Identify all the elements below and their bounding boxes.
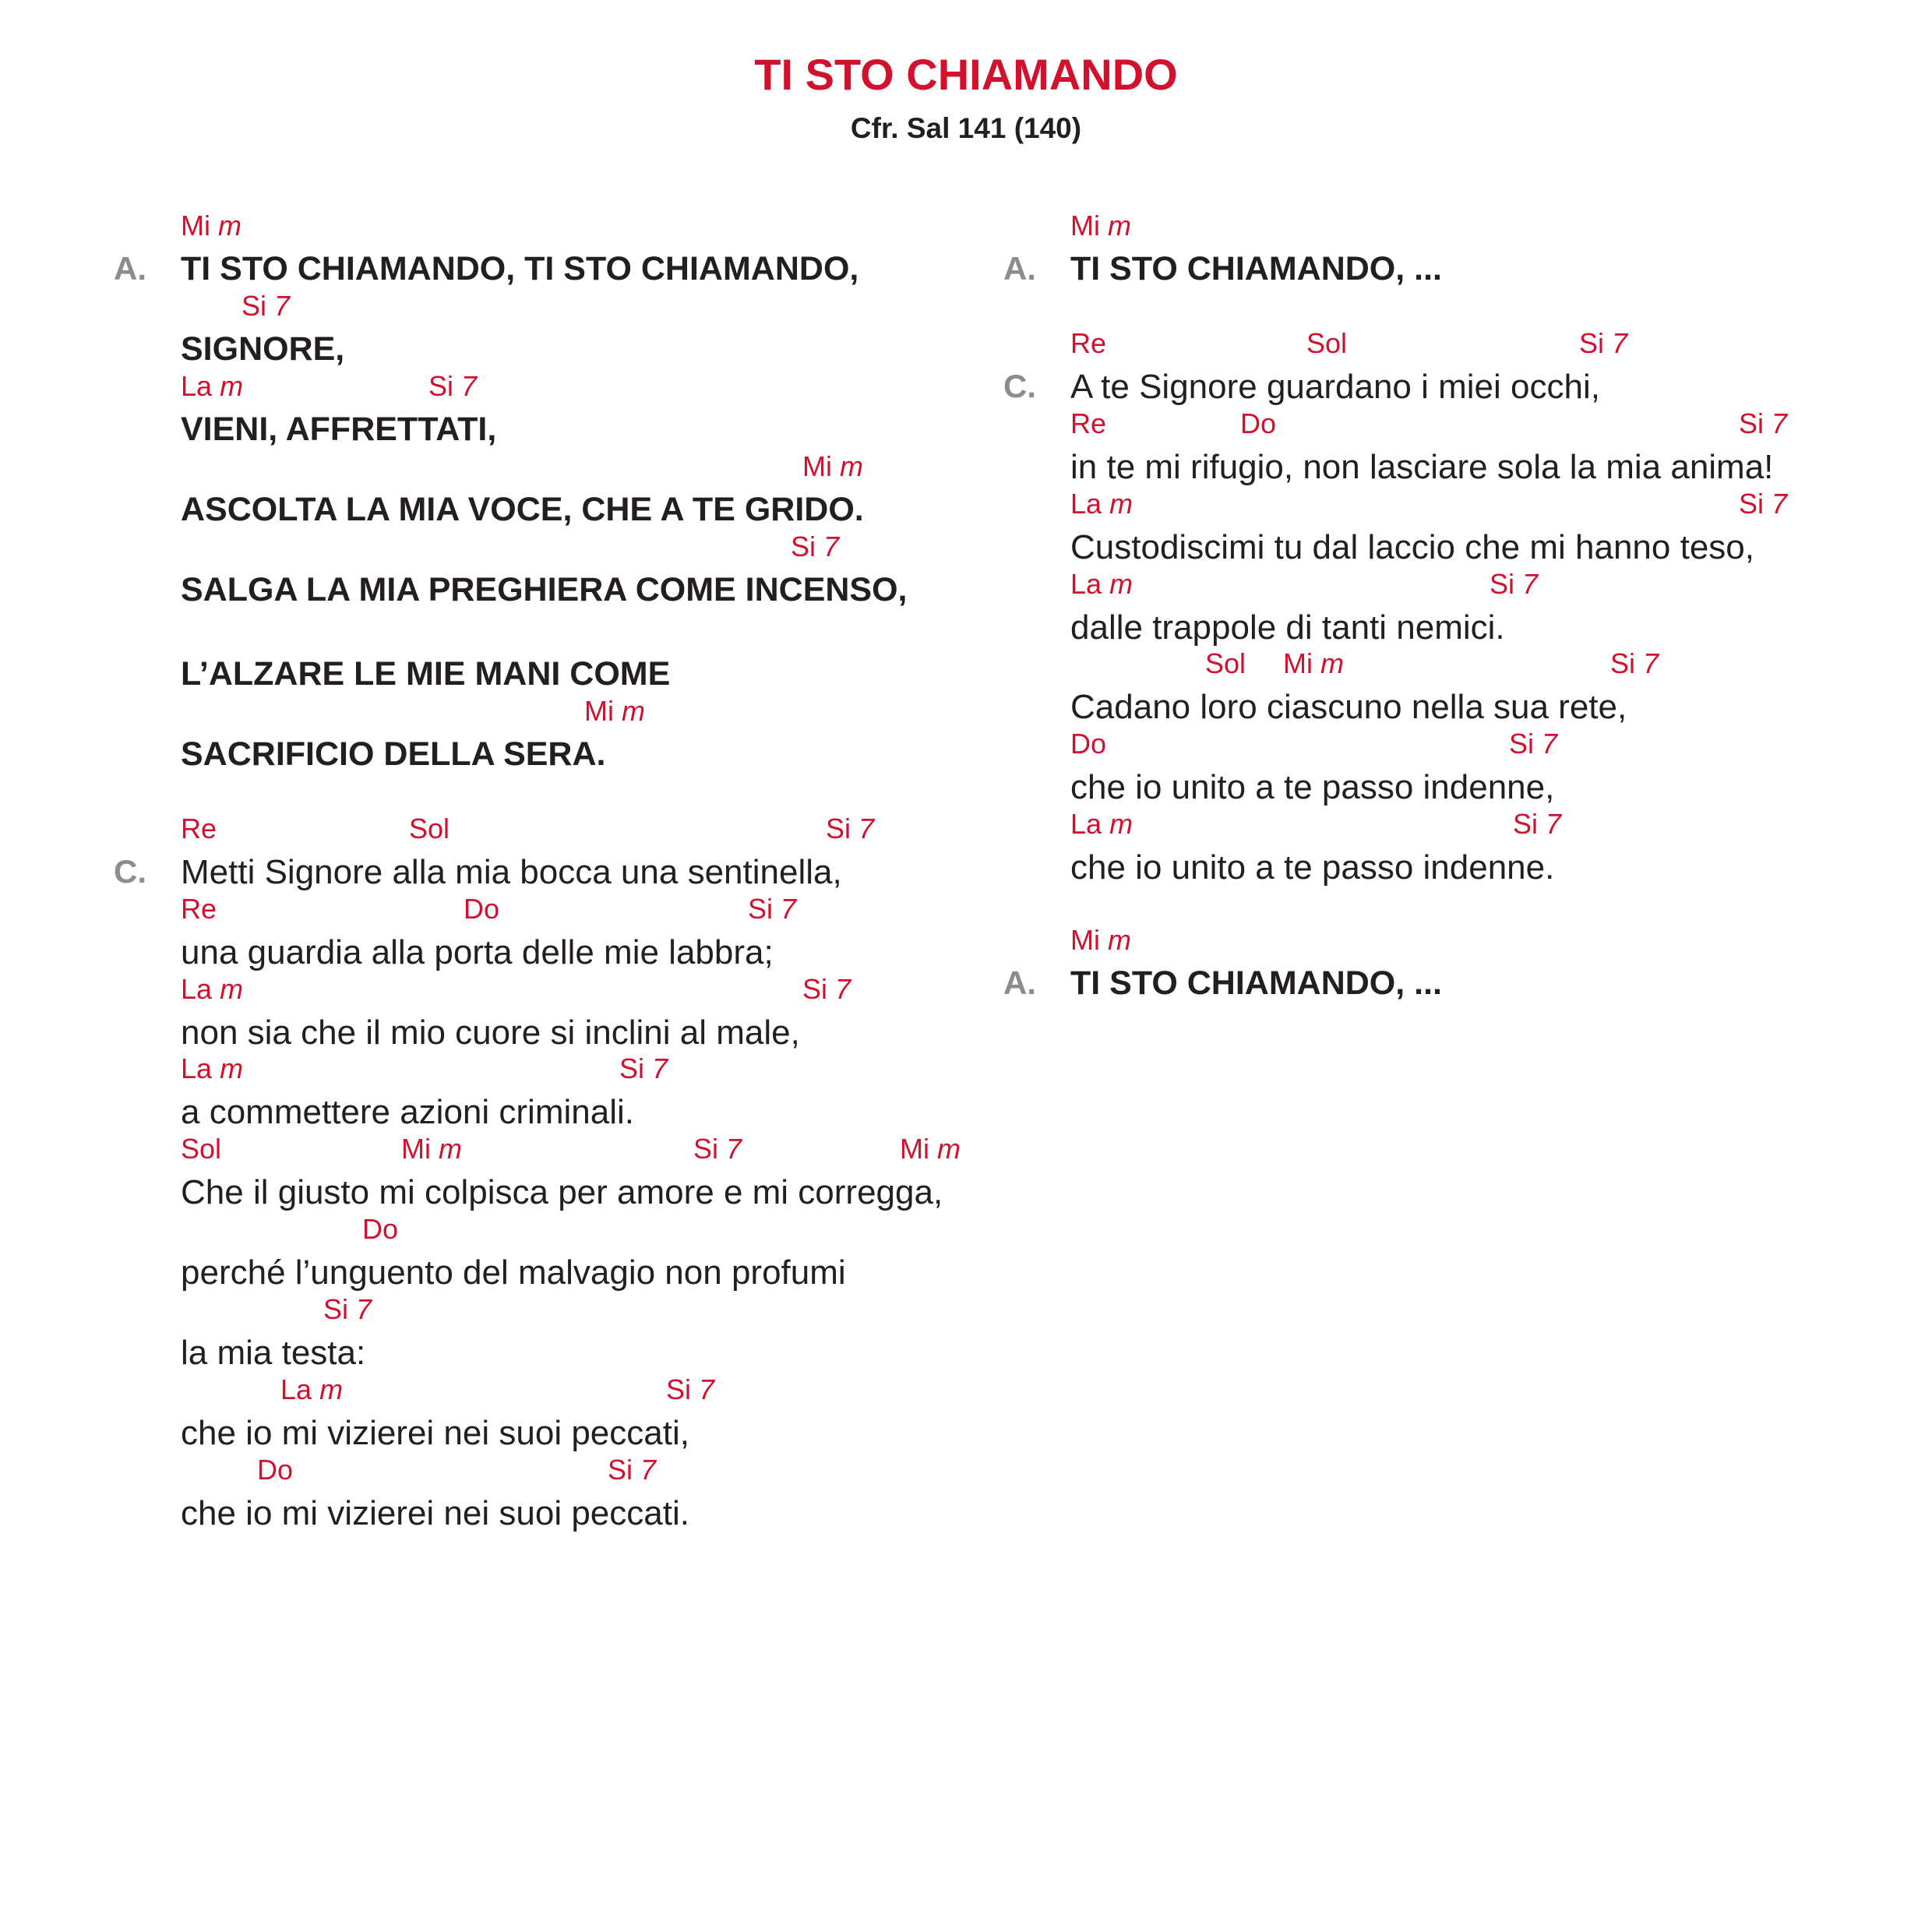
section-label: A. [1003,964,1036,1001]
chord-quality: m [1108,210,1132,242]
lyric-line: A te Signore guardano i miei occhi, [1070,368,1600,406]
lyric-line: che io mi vizierei nei suoi peccati, [181,1414,689,1452]
chord-label [584,697,645,725]
chord-label [1579,327,1628,359]
chord-root: Si [242,290,267,322]
lyric-line: a commettere azioni criminali. [181,1093,634,1131]
chord-label [748,895,796,923]
chord-root: Sol [1306,327,1348,359]
chord-quality: m [319,1373,344,1405]
chord-label [181,1135,221,1163]
chord-label [1283,647,1345,679]
chord-root: Si [666,1373,692,1405]
lyric-line: che io unito a te passo indenne. [1070,848,1555,887]
chord-label [1240,407,1277,439]
chord-quality: 7 [1546,808,1562,840]
chord-root: La [1070,808,1102,840]
chord-quality: m [622,695,646,727]
lyric-line: TI STO CHIAMANDO, ... [1070,250,1442,287]
chord-root: Do [1070,728,1107,760]
chord-label [1509,730,1557,758]
chord-root: Si [826,813,851,844]
chord-quality: m [937,1133,961,1165]
chord-label [1513,810,1561,838]
chord-quality: 7 [1772,488,1788,520]
chord-quality: 7 [356,1293,372,1325]
chord-root: Si [323,1293,349,1325]
section-label: C. [1003,368,1036,404]
chord-root: Si [693,1133,719,1165]
chord-quality: m [1109,488,1133,520]
chord-quality: 7 [858,813,875,844]
chord-root: La [1070,488,1102,520]
chord-root: Do [362,1213,399,1245]
lyric-line: TI STO CHIAMANDO, TI STO CHIAMANDO, [181,250,859,287]
chord-quality: m [439,1133,463,1165]
chord-root: Si [1579,327,1605,359]
song-title: TI STO CHIAMANDO [754,50,1178,99]
chord-root: La [181,1052,213,1084]
psalm-reference: Cfr. Sal 141 (140) [850,112,1082,144]
chord-quality: m [220,370,244,402]
chord-quality: m [218,210,242,242]
chord-label [791,533,839,561]
chord-quality: 7 [1612,327,1628,359]
chord-root: Re [181,893,217,925]
chord-root: Si [1490,568,1515,600]
chord-quality: 7 [781,893,797,925]
lyric-line: Custodiscimi tu dal laccio che mi hanno teso, [1070,528,1754,566]
chord-label [464,895,499,923]
chord-label [1070,407,1107,439]
chord-label [693,1135,742,1163]
chord-root: Si [802,973,828,1005]
chord-label [181,815,217,843]
chord-root: Si [608,1454,633,1486]
section-label: A. [114,250,146,287]
chord-label [1610,647,1659,679]
chord-label [181,212,242,240]
chord-label [826,815,874,843]
lyric-line: che io mi vizierei nei suoi peccati. [181,1494,689,1532]
chord-root: Si [1610,647,1636,679]
lyric-line: Cadano loro ciascuno nella sua rete, [1070,688,1627,726]
chord-label [181,895,217,923]
lyric-line: TI STO CHIAMANDO, ... [1070,964,1442,1002]
lyric-line: ASCOLTA LA MIA VOCE, CHE A TE GRIDO. [181,491,864,528]
chord-quality: 7 [1522,568,1539,600]
chord-quality: 7 [640,1454,657,1486]
chord-root: Si [1739,488,1765,520]
chord-root: Do [257,1454,294,1486]
chord-label [1070,730,1106,758]
chord-root: La [280,1373,312,1405]
lyric-line: Metti Signore alla mia bocca una sentinella, [181,853,842,891]
chord-root: La [1070,568,1102,600]
chord-label [257,1456,293,1484]
chord-label [323,1293,372,1325]
chord-label [1205,647,1246,679]
chord-quality: 7 [823,531,840,562]
chord-root: Mi [802,450,832,482]
chord-root: Mi [1283,647,1313,679]
chord-label [1070,327,1107,359]
chord-label [1739,407,1788,439]
chord-quality: 7 [1772,407,1788,439]
chord-quality: m [220,1052,244,1084]
chord-label [181,975,243,1003]
chord-quality: 7 [274,290,291,322]
chord-root: Si [1509,728,1535,760]
lyric-line: Che il giusto mi colpisca per amore e mi corregga, [181,1173,943,1211]
chord-root: La [181,973,213,1005]
chord-root: Si [1513,808,1539,840]
lyric-line: in te mi rifugio, non lasciare sola la mia anima! [1070,448,1774,486]
chord-quality: m [1108,924,1132,956]
chord-label [362,1215,398,1243]
chord-root: Si [748,893,774,925]
lyric-line: dalle trappole di tanti nemici. [1070,608,1505,647]
lyric-line: SACRIFICIO DELLA SERA. [181,735,606,773]
chord-label [802,975,851,1003]
chord-quality: m [220,973,244,1005]
chord-label [1739,490,1787,518]
chord-label [280,1373,344,1405]
chord-root: Sol [181,1133,222,1165]
section-label: A. [1003,250,1036,287]
chord-label [1070,926,1131,954]
lyric-line: la mia testa: [181,1334,366,1372]
chord-root: Sol [409,813,450,844]
chord-quality: 7 [726,1133,742,1165]
lyric-line: che io unito a te passo indenne, [1070,768,1555,806]
chord-root: Re [1070,407,1107,439]
chord-root: La [181,370,213,402]
chord-root: Si [428,370,454,402]
chord-root: Do [1240,407,1277,439]
lyric-line: VIENI, AFFRETTATI, [181,411,497,448]
chord-root: Mi [900,1133,929,1165]
chord-label [181,372,243,400]
chord-label [608,1456,656,1484]
chord-label [428,372,477,400]
chord-root: Mi [401,1133,431,1165]
chord-label [1070,570,1133,598]
chord-root: Re [181,813,217,844]
chord-label [1070,810,1133,838]
chord-label [1070,490,1133,518]
chord-quality: m [1109,808,1133,840]
chord-root: Mi [1070,210,1100,242]
chord-root: Do [464,893,500,925]
chord-label [1070,212,1131,240]
chord-root: Re [1070,327,1107,359]
chord-label [1306,327,1348,359]
chord-label [619,1052,668,1084]
section-label: C. [114,853,146,890]
chord-quality: m [1109,568,1133,600]
chord-label [1490,570,1538,598]
chord-quality: 7 [1542,728,1558,760]
chord-root: Si [791,531,816,562]
lyric-line: non sia che il mio cuore si inclini al male, [181,1014,800,1052]
chord-label [401,1135,462,1163]
chord-root: Mi [584,695,614,727]
chord-quality: 7 [699,1373,715,1405]
chord-label [181,1052,244,1084]
chord-quality: 7 [1643,647,1659,679]
chord-quality: m [1320,647,1345,679]
chord-label [409,815,450,843]
lyric-line: perché l’unguento del malvagio non profumi [181,1253,846,1292]
chord-quality: 7 [835,973,851,1005]
lyric-line: L’ALZARE LE MIE MANI COME [181,655,671,693]
lyric-line: una guardia alla porta delle mie labbra; [181,933,774,971]
chord-root: Mi [1070,924,1100,956]
chord-label [666,1373,715,1405]
chord-label [242,292,290,320]
chord-quality: 7 [652,1052,668,1084]
chord-root: Si [619,1052,645,1084]
chord-root: Sol [1205,647,1246,679]
chord-root: Mi [181,210,210,242]
chord-label [900,1135,961,1163]
chord-quality: 7 [461,370,478,402]
lyric-line: SALGA LA MIA PREGHIERA COME INCENSO, [181,571,908,608]
chord-quality: m [840,450,864,482]
chord-root: Si [1739,407,1765,439]
lyric-line: SIGNORE, [181,330,345,368]
chord-label [802,450,864,482]
